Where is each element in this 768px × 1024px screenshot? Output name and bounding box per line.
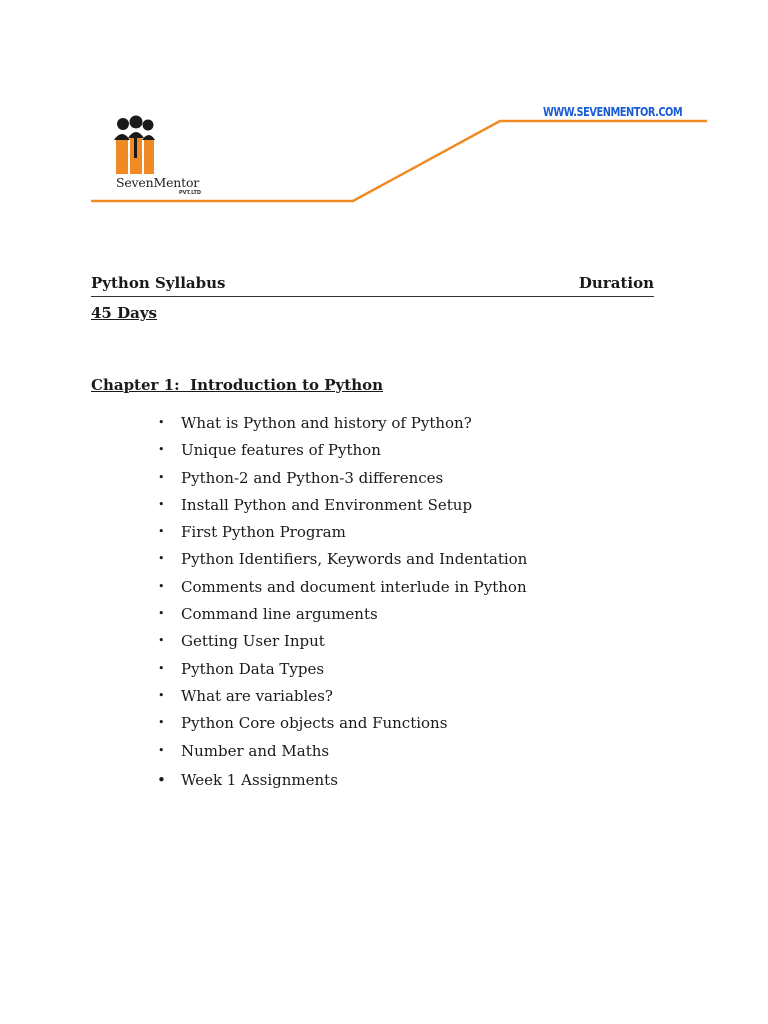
topic-list (156, 412, 716, 796)
bullet-icon: • (158, 525, 165, 539)
topic-text: Install Python and Environment Setup (181, 495, 473, 514)
topic-text: Number and Maths (181, 741, 330, 760)
bullet-icon: • (158, 497, 165, 511)
topic-text: Getting User Input (181, 632, 325, 651)
list-item (156, 769, 716, 796)
list-item (156, 603, 716, 630)
bullet-icon: • (158, 443, 165, 457)
bullet-icon: • (158, 634, 165, 648)
bullet-icon: • (158, 579, 165, 593)
list-item (156, 494, 716, 521)
bullet-icon: • (158, 470, 165, 484)
topic-text: Week 1 Assignments (181, 770, 338, 789)
bullet-icon: • (158, 416, 165, 429)
bullet-icon: • (158, 661, 165, 675)
topic-text: Unique features of Python (181, 441, 381, 460)
topic-text: Python-2 and Python-3 differences (181, 468, 444, 487)
list-item (156, 467, 716, 494)
duration-label: Duration (578, 274, 654, 292)
topic-text: Comments and document interlude in Python (181, 577, 527, 596)
list-item (156, 630, 716, 657)
website-link[interactable]: WWW.SEVENMENTOR.COM (543, 105, 683, 119)
topic-text: What are variables? (181, 686, 333, 705)
topic-text: What is Python and history of Python? (181, 414, 472, 432)
chapter-heading: Chapter 1: Introduction to Python (91, 376, 384, 394)
list-item (156, 740, 716, 767)
list-item (156, 439, 716, 466)
logo-brand-name: SevenMentor (116, 175, 200, 190)
logo-brand-subtitle: PVT.LTD (179, 190, 202, 196)
topic-text: Python Core objects and Functions (181, 714, 448, 733)
bullet-icon: • (158, 552, 165, 566)
bullet-icon: • (157, 770, 166, 789)
topic-text: Python Data Types (181, 659, 325, 678)
duration-value: 45 Days (91, 304, 157, 322)
topic-text: First Python Program (181, 523, 346, 542)
topic-text: Python Identifiers, Keywords and Indentation (181, 550, 528, 569)
list-item (156, 658, 716, 685)
bullet-icon: • (158, 607, 165, 621)
list-item (156, 521, 716, 548)
title-row (91, 274, 654, 297)
bullet-icon: • (158, 716, 165, 730)
bullet-icon: • (158, 743, 165, 757)
document-title: Python Syllabus (91, 274, 226, 292)
list-item (156, 712, 716, 739)
list-item (156, 576, 716, 603)
bullet-icon: • (158, 688, 165, 702)
topic-text: Command line arguments (181, 605, 378, 624)
list-item (156, 685, 716, 712)
list-item (156, 412, 716, 439)
list-item (156, 548, 716, 575)
